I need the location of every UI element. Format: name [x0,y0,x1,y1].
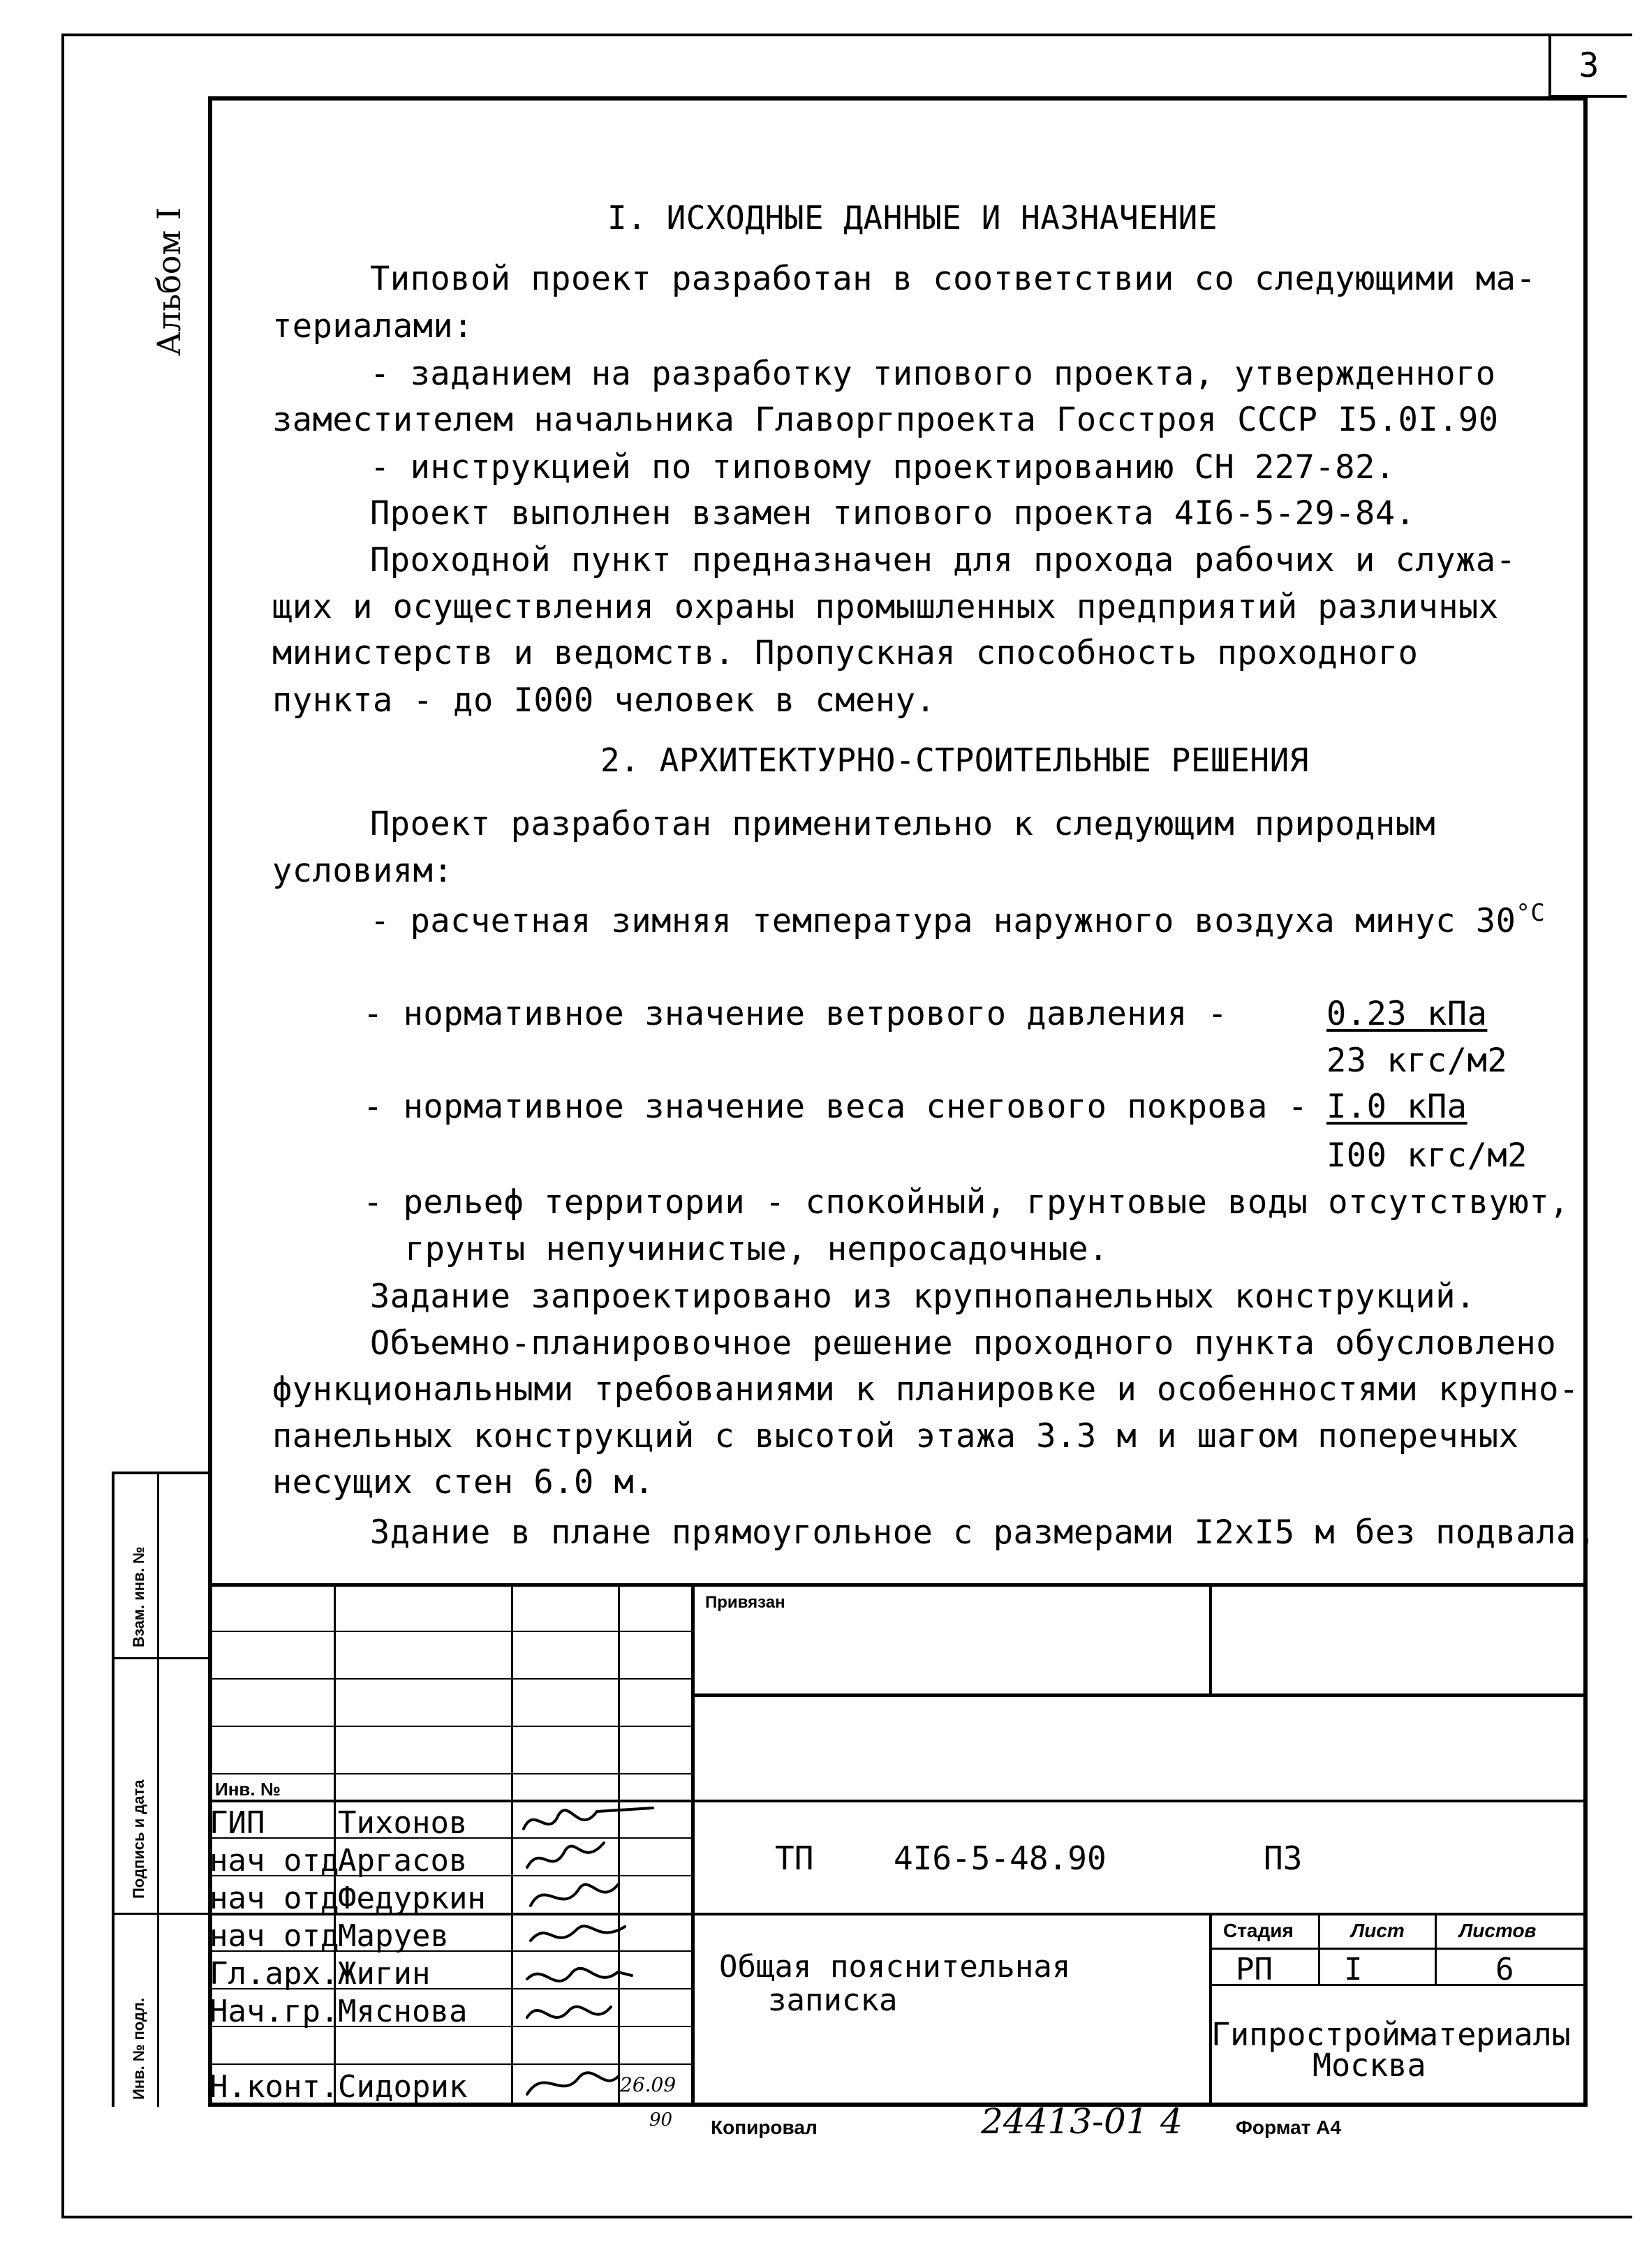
text-line: министерств и ведомств. Пропускная способность проходного [272,634,1419,672]
temperature-line [370,899,1546,940]
role-cell: Н.конт. [209,2069,339,2105]
text-line: Типовой проект разработан в соответствии со следующими ма- [370,260,1537,298]
doc-title-line1: Общая пояснительная [719,1949,1071,1985]
name-cell: Тихонов [338,1805,468,1841]
text-line: Объемно-планировочное решение проходного пункта обусловлено [370,1324,1556,1363]
sheet-label: Лист [1351,1920,1405,1941]
role-cell: Гл.арх. [209,1956,339,1992]
copied-label: Копировал [711,2117,818,2138]
sheet-value: I [1344,1952,1363,1987]
side-label-vzam: Взам. инв. № [130,1546,147,1647]
snow-value2: I00 кгс/м2 [1326,1136,1528,1175]
sheets-value: 6 [1495,1952,1514,1987]
snow-label: - нормативное значение веса снегового покрова - [363,1088,1308,1126]
doc-code: ТП [775,1839,814,1877]
text-line: щих и осуществления охраны промышленных предприятий различных [272,588,1499,626]
text-line: Проект выполнен взамен типового проекта 4I6-5-29-84. [370,494,1416,533]
text-line: - инструкцией по типовому проектированию СН 227-82. [370,448,1396,487]
text-line: Проходной пункт предназначен для прохода рабочих и служа- [370,541,1516,579]
snow-value: I.0 кПа [1326,1088,1467,1126]
copy-number: 24413-01 [981,2101,1148,2142]
text-line: функциональными требованиями к планировке и особенностями крупно- [272,1370,1579,1409]
doc-type: ПЗ [1264,1839,1303,1877]
text-line: Проект разработан применительно к следующим природным [370,805,1436,843]
name-cell: Федуркин [338,1881,486,1916]
org-line1: Гипростройматериалы [1211,2016,1571,2053]
text-line: - рельеф территории - спокойный, грунтовые воды отсутствуют, [363,1183,1569,1222]
text-line: Задание запроектировано из крупнопанельных конструкций. [370,1277,1476,1316]
org-line2: Москва [1312,2047,1426,2084]
copy-sheet: 4 [1160,2101,1183,2142]
temperature-text: - расчетная зимняя температура наружного воздуха минус 30 [370,902,1516,940]
wind-value2: 23 кгс/м2 [1326,1042,1508,1080]
format-label: Формат А4 [1236,2117,1341,2138]
inv-label: Инв. № [215,1779,281,1800]
text-line: заместителем начальника Главоргпроекта Госстроя СССР I5.0I.90 [272,401,1499,439]
side-label-inv-podl: Инв. № подл. [130,1998,147,2100]
name-cell: Жигин [338,1956,431,1992]
role-cell: Нач.гр. [209,1994,339,2029]
text-line: - заданием на разработку типового проекта, утвержденного [370,355,1496,393]
text-line: пункта - до I000 человек в смену. [272,681,936,720]
role-cell: нач отд [209,1881,339,1916]
role-cell: ГИП [209,1805,265,1841]
temperature-unit: °C [1516,899,1546,927]
signoff-date: 26.09 [620,2073,676,2096]
signoff-year: 90 [649,2110,673,2130]
sheets-label: Листов [1459,1920,1537,1941]
role-cell: нач отд [209,1843,339,1878]
doc-title-line2: записка [768,1982,898,2018]
stage-value: РП [1236,1952,1273,1987]
name-cell: Маруев [338,1918,449,1954]
section1-heading: I. ИСХОДНЫЕ ДАННЫЕ И НАЗНАЧЕНИЕ [607,199,1218,237]
album-label: Альбом I [150,207,188,356]
role-cell: нач отд [209,1918,339,1954]
name-cell: Аргасов [338,1843,468,1878]
page-number: 3 [1548,34,1627,98]
side-label-podpis: Подпись и дата [130,1779,147,1899]
text-line: грунты непучинистые, непросадочные. [405,1230,1109,1268]
name-cell: Мяснова [338,1994,468,2029]
wind-value: 0.23 кПа [1326,995,1488,1033]
text-line: условиям: [272,852,454,890]
text-line: несущих стен 6.0 м. [272,1463,655,1502]
doc-number: 4I6-5-48.90 [894,1839,1107,1877]
text-line: Здание в плане прямоугольное с размерами I2xI5 м без подвала. [370,1513,1597,1552]
section2-heading: 2. АРХИТЕКТУРНО-СТРОИТЕЛЬНЫЕ РЕШЕНИЯ [600,741,1309,779]
text-line: териалами: [272,307,473,346]
privyazan-label: Привязан [705,1593,785,1612]
stage-label: Стадия [1223,1920,1294,1941]
signature-scribbles [513,1801,688,2108]
text-line: панельных конструкций с высотой этажа 3.3 м и шагом поперечных [272,1417,1519,1455]
name-cell: Сидорик [338,2069,468,2105]
wind-label: - нормативное значение ветрового давления - [363,995,1228,1033]
